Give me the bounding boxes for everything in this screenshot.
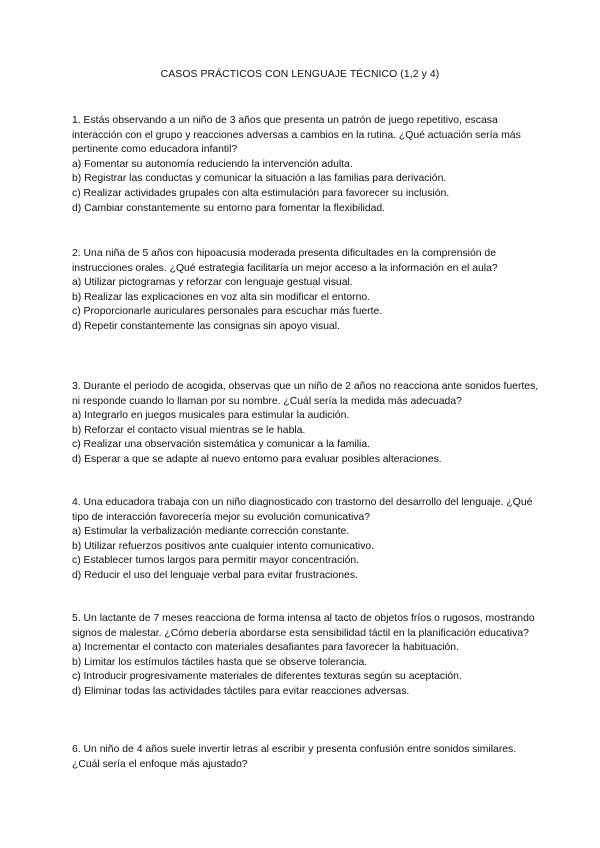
option-d: d) Reducir el uso del lenguaje verbal para evitar frustraciones. [72, 569, 358, 581]
question-3 [72, 380, 542, 468]
question-text: 6. Un niño de 4 años suele invertir letras al escribir y presenta confusión entre sonidos similares. ¿Cuál sería el enfoque más ajustado? [72, 744, 517, 770]
option-d: d) Eliminar todas las actividades táctiles para evitar reacciones adversas. [72, 685, 410, 697]
option-b: b) Utilizar refuerzos positivos ante cualquier intento comunicativo. [72, 540, 375, 552]
option-d: d) Repetir constantemente las consignas sin apoyo visual. [72, 320, 340, 332]
options-list [72, 525, 542, 583]
option-c: c) Proporcionarle auriculares personales para escuchar más fuerte. [72, 306, 383, 318]
option-c: c) Introducir progresivamente materiales de diferentes texturas según su aceptación. [72, 671, 462, 683]
option-c: c) Realizar una observación sistemática y comunicar a la familia. [72, 439, 370, 451]
document-title: CASOS PRÁCTICOS CON LENGUAJE TÉCNICO (1,2 y 4) [160, 69, 440, 80]
options-list [72, 641, 542, 699]
option-b: b) Registrar las conductas y comunicar la situación a las familias para derivación. [72, 173, 447, 185]
question-text: 5. Un lactante de 7 meses reacciona de forma intensa al tacto de objetos fríos o rugosos, mostrando signos de malestar. ¿Cómo debería abordarse esta sensibilidad táctil en la planificación educativa? [72, 613, 535, 639]
options-list [72, 409, 542, 467]
option-b: b) Limitar los estímulos táctiles hasta que se observe tolerancia. [72, 656, 368, 668]
question-2 [72, 247, 542, 335]
option-a: a) Fomentar su autonomía reduciendo la intervención adulta. [72, 158, 353, 170]
option-a: a) Estimular la verbalización mediante corrección constante. [72, 526, 350, 538]
question-4 [72, 496, 542, 584]
option-a: a) Utilizar pictogramas y reforzar con lenguaje gestual visual. [72, 277, 353, 289]
question-5 [72, 612, 542, 700]
question-text: 2. Una niña de 5 años con hipoacusia moderada presenta dificultades en la comprensión de instrucciones orales. ¿Qué estrategia facilitaría un mejor acceso a la información en el aula? [72, 248, 498, 274]
question-text: 3. Durante el periodo de acogida, observas que un niño de 2 años no reacciona ante sonidos fuertes, ni responde cuando lo llaman por su nombre. ¿Cuál sería la medida más adecuada? [72, 381, 539, 407]
question-text: 1. Estás observando a un niño de 3 años que presenta un patrón de juego repetitivo, escasa interacción con el grupo y reacciones adversas a cambios en la rutina. ¿Qué actuación sería más pertinente como educadora infantil? [72, 115, 521, 156]
option-b: b) Realizar las explicaciones en voz alta sin modificar el entorno. [72, 291, 371, 303]
question-6 [72, 743, 542, 772]
option-a: a) Integrarlo en juegos musicales para estimular la audición. [72, 410, 350, 422]
option-c: c) Establecer turnos largos para permitir mayor concentración. [72, 555, 360, 567]
options-list [72, 158, 542, 216]
option-c: c) Realizar actividades grupales con alta estimulación para favorecer su inclusión. [72, 187, 450, 199]
options-list [72, 276, 542, 334]
question-text: 4. Una educadora trabaja con un niño diagnosticado con trastorno del desarrollo del lenguaje. ¿Qué tipo de interacción favorecería mejor su evolución comunicativa? [72, 497, 533, 523]
option-d: d) Esperar a que se adapte al nuevo entorno para evaluar posibles alteraciones. [72, 453, 442, 465]
option-b: b) Reforzar el contacto visual mientras se le habla. [72, 424, 306, 436]
question-1 [72, 114, 542, 216]
option-a: a) Incrementar el contacto con materiales desafiantes para favorecer la habituación. [72, 642, 459, 654]
option-d: d) Cambiar constantemente su entorno para fomentar la flexibilidad. [72, 202, 386, 214]
